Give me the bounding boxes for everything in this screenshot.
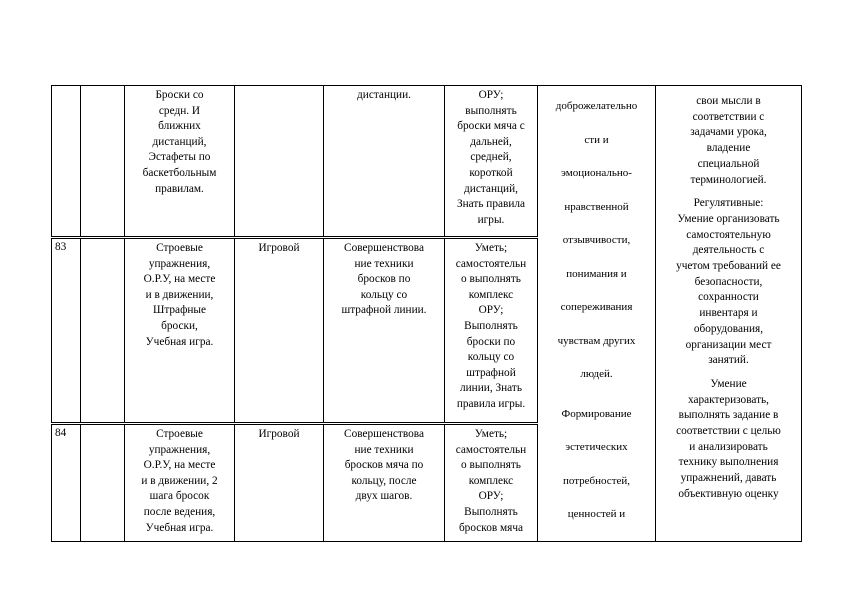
- lesson-number: [52, 86, 81, 238]
- lesson-number: 84: [52, 424, 81, 542]
- lesson-requirements: ОРУ; выполнять броски мяча с дальней, средней, короткой дистанций, Знать правила игры.: [445, 86, 538, 238]
- meta-results-cell: свои мысли в соответствии с задачами урока, владение специальной терминологией. Регулятивные: Умение организовать самостоятельную деятельность с учетом требований ее безопасности, сохранности инвентаря и оборудования, организации мест занятий. Умение характеризовать, выполнять задание в соответствии с целью и анализировать технику выполнения упражнений, давать объективную оценку: [656, 86, 802, 542]
- personal-results-cell: доброжелательно сти и эмоционально- нравственной отзывчивости, понимания и сопереживания чувствам других людей. Формирование эстетических потребностей, ценностей и: [538, 86, 656, 542]
- lesson-type: Игровой: [235, 424, 324, 542]
- lesson-content: Броски со средн. И ближних дистанций, Эстафеты по баскетбольным правилам.: [125, 86, 235, 238]
- lesson-type: [235, 86, 324, 238]
- lesson-tasks: Совершенствова ние техники бросков по кольцу со штрафной линии.: [324, 238, 445, 424]
- lesson-type: Игровой: [235, 238, 324, 424]
- date-cell: [81, 86, 125, 238]
- lesson-content: Строевые упражнения, О.Р.У, на месте и в движении, 2 шага бросок после ведения, Учебная игра.: [125, 424, 235, 542]
- lesson-content: Строевые упражнения, О.Р.У, на месте и в движении, Штрафные броски, Учебная игра.: [125, 238, 235, 424]
- table-row: [52, 86, 802, 238]
- lesson-tasks: дистанции.: [324, 86, 445, 238]
- lesson-plan-table: [51, 85, 802, 542]
- lesson-requirements: Уметь; самостоятельн о выполнять комплекс ОРУ; Выполнять бросков мяча: [445, 424, 538, 542]
- lesson-requirements: Уметь; самостоятельн о выполнять комплекс ОРУ; Выполнять броски по кольцу со штрафной линии, Знать правила игры.: [445, 238, 538, 424]
- lesson-number: 83: [52, 238, 81, 424]
- date-cell: [81, 238, 125, 424]
- lesson-tasks: Совершенствова ние техники бросков мяча по кольцу, после двух шагов.: [324, 424, 445, 542]
- date-cell: [81, 424, 125, 542]
